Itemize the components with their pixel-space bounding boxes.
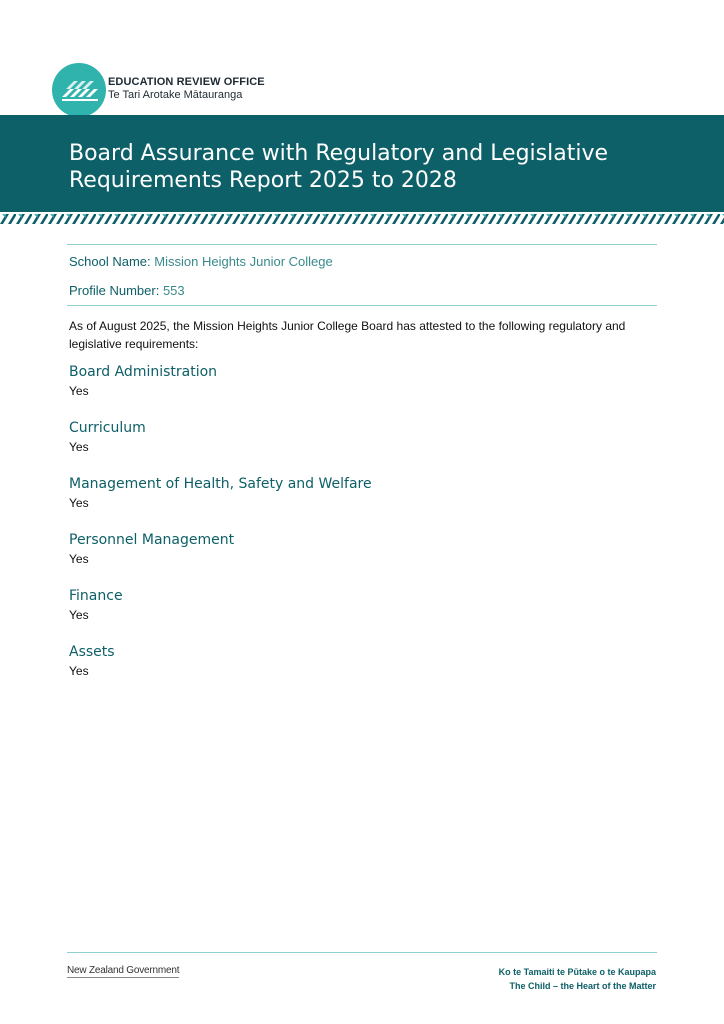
ero-logo-icon	[52, 63, 106, 117]
divider	[67, 305, 657, 306]
footer-divider	[67, 952, 657, 953]
section-heading: Management of Health, Safety and Welfare	[69, 476, 372, 492]
section-answer: Yes	[69, 496, 89, 510]
section-answer: Yes	[69, 440, 89, 454]
section-heading: Finance	[69, 588, 123, 604]
tagline-maori: Ko te Tamaiti te Pūtake o te Kaupapa	[498, 967, 656, 977]
school-name-value: Mission Heights Junior College	[154, 254, 333, 269]
section-answer: Yes	[69, 552, 89, 566]
footer-tagline	[499, 965, 656, 993]
org-name-maori: Te Tari Arotake Mātauranga	[108, 89, 243, 101]
section-heading: Assets	[69, 644, 115, 660]
logo-text	[108, 76, 265, 102]
school-name-field	[69, 254, 333, 269]
section-answer: Yes	[69, 608, 89, 622]
school-name-label: School Name:	[69, 254, 151, 269]
section-heading: Board Administration	[69, 364, 218, 380]
nz-government-logo: New Zealand Government	[67, 965, 180, 976]
decorative-pattern	[0, 212, 724, 226]
section-answer: Yes	[69, 384, 89, 398]
section-heading: Curriculum	[69, 420, 146, 436]
section-heading: Personnel Management	[69, 532, 235, 548]
org-name: EDUCATION REVIEW OFFICE	[108, 76, 265, 88]
divider	[67, 244, 657, 245]
profile-number-value: 553	[162, 283, 185, 298]
page-title: Board Assurance with Regulatory and Legislative Requirements Report 2025 to 2028	[69, 141, 609, 193]
profile-number-field	[69, 283, 185, 298]
section-answer: Yes	[69, 664, 89, 678]
tagline-english: The Child – the Heart of the Matter	[509, 981, 656, 991]
intro-paragraph: As of August 2025, the Mission Heights Junior College Board has attested to the following regulatory and legislative requirements:	[69, 319, 626, 351]
profile-number-label: Profile Number:	[69, 283, 160, 298]
